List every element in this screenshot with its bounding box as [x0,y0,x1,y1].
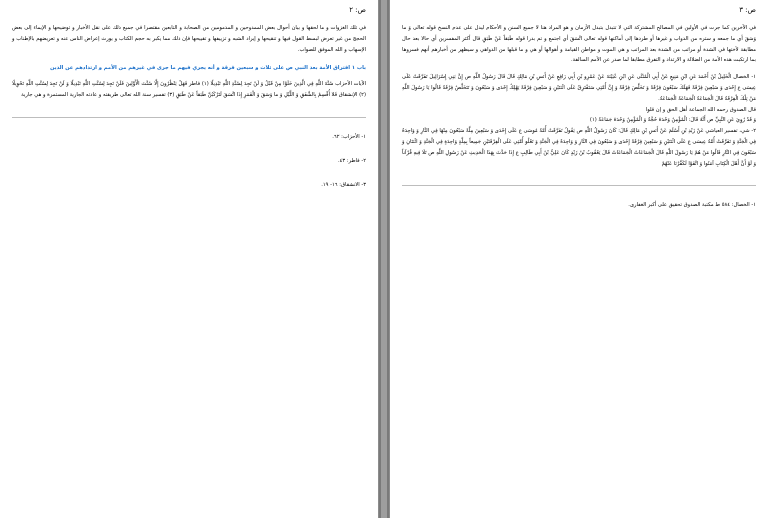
footnote-3: ٣- الانشقاق: ١٦- ١٩. [321,181,366,188]
hadith-paragraph: ١- الخصال الْخَلِيلُ بْنُ أَحْمَدَ عَنِ ابْنِ مَنِيعٍ عَنْ أَبِي الْمُثَنَّى عَنِ ابْنِ عُيَيْنَةَ عَنْ عَمْرِو بْنِ أَبِي رَافِعٍ عَنْ أَنَسِ بْنِ مَالِكٍ قَالَ قَالَ رَسُولُ اللَّهِ ص إِنَّ بَنِي إِسْرَائِيلَ تَفَرَّقَتْ عَلَى عِيسَى ع إِحْدَى وَ سَبْعِينَ فِرْقَةً فَهَلَكَ سَبْعُونَ فِرْقَةً وَ تَخَلَّصَ فِرْقَةٌ وَ إِنَّ أُمَّتِي سَتَفْتَرِقُ عَلَى اثْنَتَيْنِ وَ سَبْعِينَ فِرْقَةً يَهْلِكُ إِحْدَى وَ سَبْعُونَ وَ تَتَخَلَّصُ فِرْقَةٌ قَالُوا يَا رَسُولَ اللَّهِ مَنْ تِلْكَ الْفِرْقَةُ قَالَ الْجَمَاعَةُ الْجَمَاعَةُ الْجَمَاعَةُ. [402,74,756,102]
verses-paragraph: الآيات الأحزاب سُنَّةَ اللَّهِ فِي الَّذِينَ خَلَوْا مِنْ قَبْلُ وَ لَنْ تَجِدَ لِسُنَّةِ اللَّهِ تَبْدِيلًا (١) فاطر فَهَلْ يَنْظُرُونَ إِلَّا سُنَّتَ الْأَوَّلِينَ فَلَنْ تَجِدَ لِسُنَّتِ اللَّهِ تَبْدِيلًا وَ لَنْ تَجِدَ لِسُنَّتِ اللَّهِ تَحْوِيلًا (٢) الإنشقاق فَلا أُقْسِمُ بِالشَّفَقِ وَ اللَّيْلِ وَ ما وَسَقَ وَ الْقَمَرِ إِذَا اتَّسَقَ لَتَرْكَبُنَّ طَبَقاً عَنْ طَبَقٍ (٣) تفسير سنة الله تعالى طريقته و عادته الجارية المستمرة و هي جارية [12,81,366,99]
footnote-1: ١- الخصال: ٥٨٤ ط مكتبة الصدوق تحقيق على أكبر الغفارى. [628,202,756,209]
footnote-2: ٢- فاطر: ٤٣. [337,157,366,164]
body-paragraph: في الآخرين كما جرت في الأولين في المصالح المشتركة التي لا تتبدل بتبدل الأزمان و هو المراد هنا لا جميع السنن و الأحكام ليدل على عدم النسخ قوله تعالى وَ ما وَسَقَ أي ما جمعه و ستره من الدواب و غيرها أو طردها إلى أماكنها قوله تعالى اتَّسَقَ أي اجتمع و تم بدرا قوله طَبَقاً عَنْ طَبَقٍ قال أكثر المفسرين أي حالا بعد حال مطابقة لأختها في الشدة أو مراتب من الشدة بعد المراتب و هي الموت و مواطن القيامة و أهوالها أو هي و ما قبلها من الدواهي و سيظهر من أخبارهم أنهم فسروها بما ارتكبت هذه الأمة من الضلالة و الارتداد و التفرق مطابقا لما صدر عن الأمم السالفة. [402,25,756,64]
chapter-heading: باب ١ افتراق الأمة بعد النبي ص على ثلاث و سبعين فرقة و أنه يجري فيهم ما جرى في غيرهم من الأمم و ارتدادهم عن الدين [49,65,366,72]
page-left [0,0,378,518]
vertical-scrollbar[interactable] [379,0,389,518]
hadith-paragraph: وَ قَدْ رُوِيَ عَنِ النَّبِيِّ ص أَنَّهُ قَالَ: الْمُؤْمِنُ وَحْدَهُ حُجَّةٌ وَ الْمُؤْمِنُ وَحْدَهُ جَمَاعَةٌ (١) [589,117,756,124]
page-number-header: ص: ٣ [739,6,756,14]
body-paragraph: في تلك الغزوات و ما لحقها و بيان أحوال بعض الممدوحين و المذمومين من الصحابة و التابعين مقتصرا في جميع ذلك على نقل الأخبار و توضيحها و الإيماء إلى بعض الحجج من غير تعرض لبسط القول فيها و تنقيحها و إيراد الشبه و تزييفها و تقييحها فإن ذلك مما يكبر به حجم الكتاب و يورث إعراض الناس عنه و تعريضهم بالإطناب و الإسهاب و الله الموفق للصواب. [12,25,366,53]
hadith-paragraph: ٢- شي، تفسير العياشي عَنْ زَيْدِ بْنِ أَسْلَمَ عَنْ أَنَسِ بْنِ مَالِكٍ قَالَ: كَانَ رَسُولُ اللَّهِ ص يَقُولُ تَفَرَّقَتْ أُمَّةُ مُوسَى ع عَلَى إِحْدَى وَ سَبْعِينَ مِلَّةً سَبْعُونَ مِنْهَا فِي النَّارِ وَ وَاحِدَةٌ فِي الْجَنَّةِ وَ تَفَرَّقَتْ أُمَّةُ عِيسَى ع عَلَى اثْنَتَيْنِ وَ سَبْعِينَ فِرْقَةً إِحْدَى وَ سَبْعُونَ فِي النَّارِ وَ وَاحِدَةٌ فِي الْجَنَّةِ وَ تَعْلُو أُمَّتِي عَلَى الْفِرْقَتَيْنِ جَمِيعاً بِمِلَّةٍ وَاحِدَةٍ فِي الْجَنَّةِ وَ اثْنَتَانِ وَ سَبْعُونَ فِي النَّارِ قَالُوا مَنْ هُمْ يَا رَسُولَ اللَّهِ قَالَ الْجَمَاعَاتُ الْجَمَاعَاتُ قَالَ يَعْقُوبُ بْنُ زَيْدٍ كَانَ عَلِيُّ بْنُ أَبِي طَالِبٍ ع إِذَا حَدَّثَ بِهَذَا الْحَدِيثِ عَنْ رَسُولِ اللَّهِ ص تَلَا فِيهِ قُرْآناً وَ لَوْ أَنَّ أَهْلَ الْكِتَابِ آمَنُوا وَ اتَّقَوْا لَكَفَّرْنَا عَنْهُمْ [402,128,756,167]
footnote-1: ١- الأحزاب: ٦٢. [332,133,366,140]
footnote-divider [402,185,756,186]
page-number-header: ص: ٢ [349,6,366,14]
page-right [390,0,768,518]
footnote-divider [12,117,366,118]
scrollbar-thumb[interactable] [381,0,387,518]
commentary-paragraph: قال الصدوق رحمه الله الجماعة أهل الحق و إن قلوا [645,106,756,113]
